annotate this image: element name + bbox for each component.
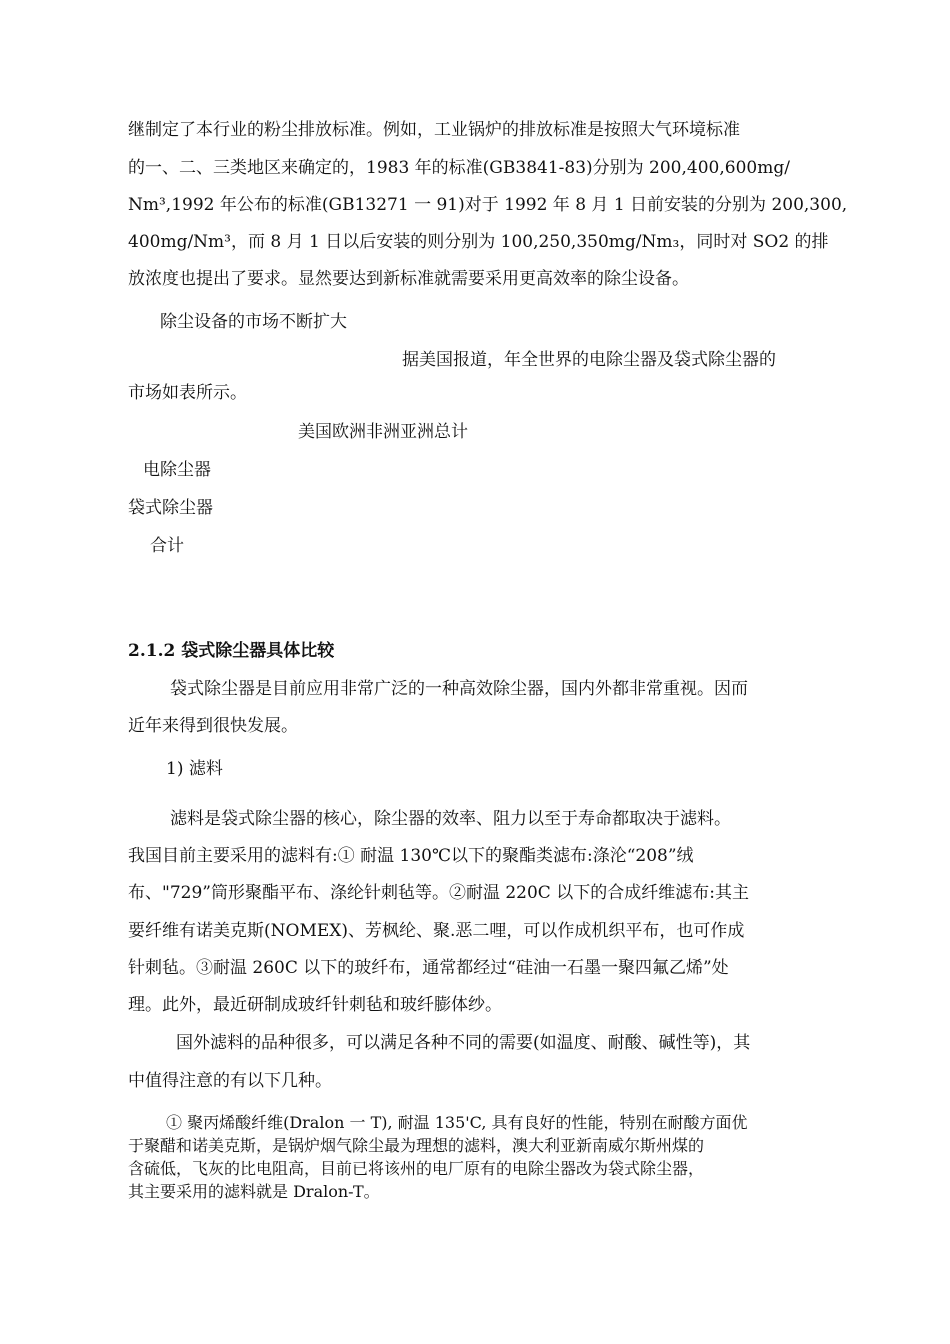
para5-line: 含硫低，飞灰的比电阻高，目前已将该州的电厂原有的电除尘器改为袋式除尘器， (128, 1159, 705, 1178)
para4-line: 中值得注意的有以下几种。 (128, 1071, 332, 1091)
para3-line: 滤料是袋式除尘器的核心，除尘器的效率、阻力以至于寿命都取决于滤料。 (170, 809, 731, 829)
market-intro-line: 据美国报道，年全世界的电除尘器及袋式除尘器的 (402, 350, 776, 370)
list-item: 1) 滤料 (166, 759, 223, 779)
para2-line: 袋式除尘器是目前应用非常广泛的一种高效除尘器，国内外都非常重视。因而 (170, 679, 748, 699)
table-header: 美国欧洲非洲亚洲总计 (298, 422, 468, 442)
market-heading: 除尘设备的市场不断扩大 (160, 312, 347, 332)
para4-line: 国外滤料的品种很多，可以满足各种不同的需要(如温度、耐酸、碱性等)，其 (176, 1033, 751, 1053)
para1-line: 放浓度也提出了要求。显然要达到新标准就需要采用更高效率的除尘设备。 (128, 269, 689, 289)
para2-line: 近年来得到很快发展。 (128, 716, 298, 736)
para1-line: Nm³,1992 年公布的标准(GB13271 一 91)对于 1992 年 8 月 1 日前安装的分别为 200,300, (128, 195, 848, 215)
para3-line: 我国目前主要采用的滤料有:① 耐温 130℃以下的聚酯类滤布:涤沦“208”绒 (128, 846, 694, 866)
market-intro-line: 市场如表所示。 (128, 383, 247, 403)
para1-line: 400mg/Nm³，而 8 月 1 日以后安装的则分别为 100,250,350mg/Nm₃，同时对 SO2 的排 (128, 232, 829, 252)
para5-line: ① 聚丙烯酸纤维(Dralon 一 T), 耐温 135'C, 具有良好的性能，特别在耐酸方面优 (166, 1113, 748, 1132)
para1-line: 的一、二、三类地区来确定的，1983 年的标准(GB3841-83)分别为 200,400,600mg/ (128, 158, 790, 178)
table-row-label: 合计 (150, 536, 184, 556)
para3-line: 针刺毡。③耐温 260C 以下的玻纤布，通常都经过“硅油一石墨一聚四氟乙烯”处 (128, 958, 729, 978)
para5-line: 其主要采用的滤料就是 Dralon-T。 (128, 1182, 380, 1201)
para3-line: 理。此外，最近研制成玻纤针刺毡和玻纤膨体纱。 (128, 995, 502, 1015)
table-row-label: 电除尘器 (143, 460, 211, 480)
table-row-label: 袋式除尘器 (128, 498, 213, 518)
para5-line: 于聚醋和诺美克斯，是锅炉烟气除尘最为理想的滤料，澳大利亚新南威尔斯州煤的 (128, 1136, 705, 1155)
para1-line: 继制定了本行业的粉尘排放标准。例如，工业锅炉的排放标准是按照大气环境标准 (128, 120, 740, 140)
section-heading: 2.1.2 袋式除尘器具体比较 (128, 641, 335, 661)
para3-line: 要纤维有诺美克斯(NOMEX)、芳枫纶、聚.恶二哩，可以作成机织平布，也可作成 (128, 921, 745, 941)
para3-line: 布、"729”筒形聚酯平布、涤纶针刺毡等。②耐温 220C 以下的合成纤维滤布:其主 (128, 883, 749, 903)
